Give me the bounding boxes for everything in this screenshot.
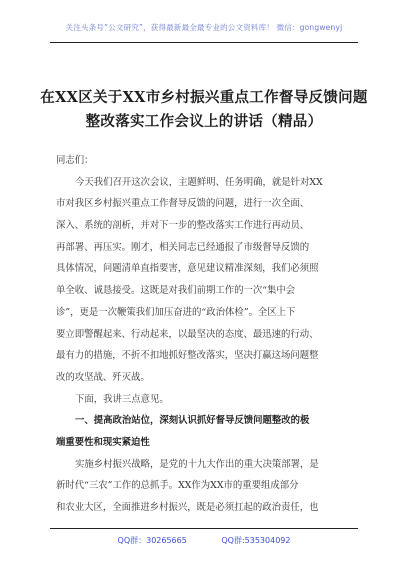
title-line-1: 在XX区关于XX市乡村振兴重点工作督导反馈问题: [40, 89, 368, 106]
title-line-2: 整改落实工作会议上的讲话（精品）: [85, 113, 323, 130]
body-line: 诊”，更是一次鞭策我们加压奋进的“政治体检”。全区上下: [56, 306, 296, 318]
body-line: 新时代“三农”工作的总抓手。XX作为XX市的重要组成部分: [56, 480, 299, 492]
body-line: 具体情况，问题清单直指要害，意见建议精准深刻，我们必须照: [56, 263, 319, 275]
body-line: 实施乡村振兴战略，是党的十九大作出的重大决策部署，是: [75, 458, 319, 470]
section-heading-cont: 端重要性和现实紧迫性: [56, 436, 150, 448]
body-line: 市对我区乡村振兴重点工作督导反馈的问题，进行一次全面、: [56, 198, 310, 210]
salutation: 同志们：: [56, 155, 94, 166]
body-line: 单全收、诚恳接受。这既是对我们前期工作的一次“集中会: [56, 285, 296, 297]
footer-divider: [50, 528, 358, 529]
section-heading: 一、提高政治站位，深刻认识抓好督导反馈问题整改的极: [75, 415, 310, 427]
document-body: [56, 150, 358, 519]
body-line: 要立即警醒起来、行动起来，以最坚决的态度、最迅速的行动、: [56, 328, 319, 340]
header-divider: [50, 42, 358, 43]
body-line: 深入、系统的剖析，并对下一步的整改落实工作进行再动员、: [56, 220, 310, 232]
footer: [0, 535, 408, 546]
body-line: 再部署、再压实。刚才，相关同志已经通报了市级督导反馈的: [56, 241, 310, 253]
footer-qq-2: QQ群:535304092: [221, 536, 291, 545]
body-line: 下面，我讲三点意见。: [75, 393, 169, 405]
header-banner: 关注头条号“公文研究”，获得最新最全最专业的公文资料库！ 微信：gongwenyj: [65, 23, 343, 32]
body-line: 和农业大区，全面推进乡村振兴，既是必须扛起的政治责任，也: [56, 502, 319, 513]
body-line: 改的攻坚战、歼灭战。: [56, 371, 150, 383]
document-title: [40, 86, 368, 134]
body-line: 今天我们召开这次会议，主题鲜明、任务明确，就是针对XX: [75, 176, 323, 188]
footer-qq-1: QQ群：30265665: [117, 536, 187, 545]
body-line: 最有力的措施，不折不扣地抓好整改落实，坚决打赢这场问题整: [56, 350, 319, 362]
